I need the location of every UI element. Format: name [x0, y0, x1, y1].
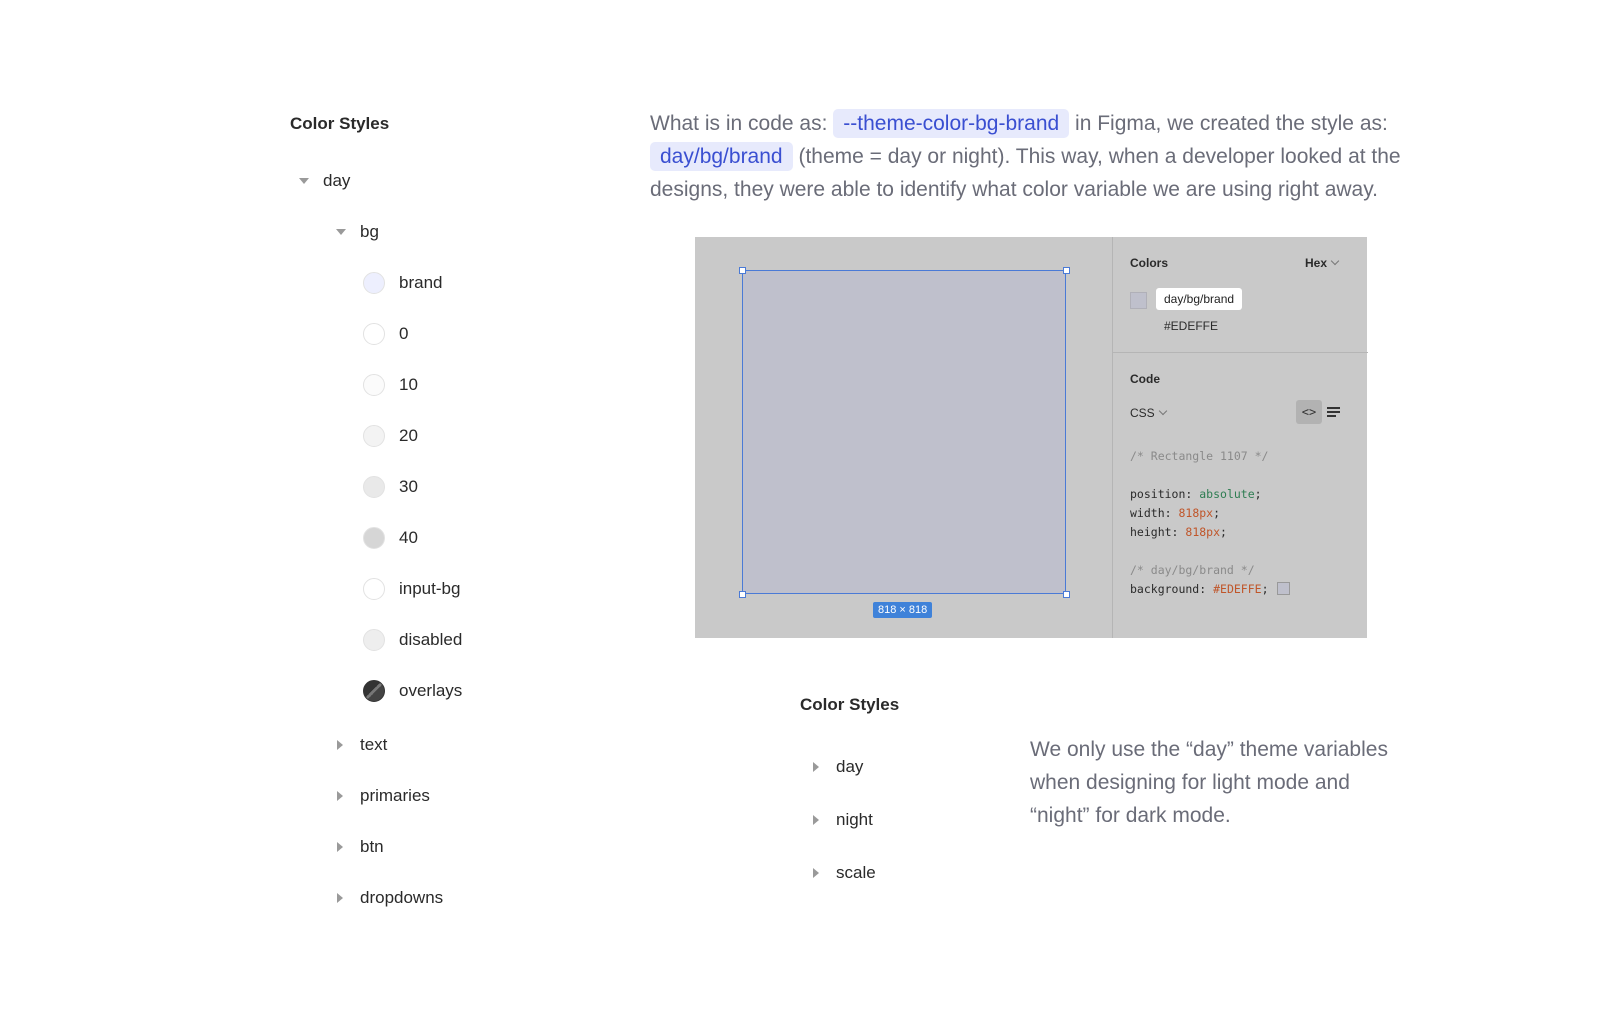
color-swatch — [363, 527, 385, 549]
caret-right-icon[interactable] — [334, 790, 346, 802]
tree-item-label: day — [323, 171, 351, 190]
color-swatch — [363, 374, 385, 396]
color-style-item-brand[interactable] — [363, 268, 442, 298]
color-style-item-30[interactable] — [363, 472, 418, 502]
style-name-chip: day/bg/brand — [650, 142, 793, 171]
color-style-label: overlays — [399, 681, 463, 700]
colors-section-label: Colors — [1130, 256, 1169, 270]
code-token-chip: --theme-color-bg-brand — [833, 109, 1069, 138]
code-section-label: Code — [1130, 372, 1160, 386]
tree-item-day[interactable] — [810, 752, 863, 782]
language-label: CSS — [1130, 406, 1155, 420]
tree-item-label: dropdowns — [360, 888, 444, 907]
caret-right-icon[interactable] — [810, 867, 822, 879]
caret-down-icon[interactable] — [334, 226, 346, 238]
code-value: #EDEFFE — [1213, 582, 1262, 596]
code-property: width: — [1130, 506, 1179, 520]
paragraph-text: What is in code as: — [650, 112, 828, 135]
code-line-height: height: 818px; — [1130, 525, 1227, 539]
color-style-label: brand — [399, 273, 443, 292]
caret-right-icon[interactable] — [334, 739, 346, 751]
tree-item-label: bg — [360, 222, 379, 241]
figma-inspect-screenshot — [695, 237, 1367, 638]
color-style-item-input-bg[interactable] — [363, 574, 460, 604]
color-style-item-20[interactable] — [363, 421, 418, 451]
divider — [1113, 352, 1368, 353]
hex-value[interactable]: #EDEFFE — [1164, 319, 1219, 333]
color-style-label: 40 — [399, 528, 418, 547]
code-property: position: — [1130, 487, 1200, 501]
code-value: absolute — [1199, 487, 1255, 501]
caret-right-icon[interactable] — [334, 892, 346, 904]
selected-rectangle[interactable] — [742, 270, 1066, 594]
code-property: height: — [1130, 525, 1186, 539]
color-style-item-0[interactable] — [363, 319, 408, 349]
color-style-item-overlays[interactable] — [363, 676, 462, 706]
language-dropdown[interactable] — [1130, 406, 1166, 420]
tree-item-night[interactable] — [810, 805, 873, 835]
code-line-background: background: #EDEFFE; — [1130, 582, 1290, 596]
tree-item-btn[interactable] — [334, 832, 384, 862]
tree-item-label: night — [836, 810, 873, 829]
paragraph-text: in Figma, we created the style as: — [1075, 112, 1388, 135]
color-swatch — [1130, 292, 1147, 309]
tree-item-text[interactable] — [334, 730, 387, 760]
code-value: 818px — [1178, 506, 1214, 520]
caret-down-icon[interactable] — [297, 175, 309, 187]
paragraph-text: (theme = day or night). This way, when a developer looked at the designs, they were able to identify what color variable we are using right away. — [650, 145, 1401, 201]
color-format-label: Hex — [1305, 256, 1328, 270]
chevron-down-icon — [1331, 257, 1339, 265]
resize-handle[interactable] — [739, 591, 746, 598]
tree-item-label: text — [360, 735, 388, 754]
inspect-panel — [1112, 237, 1367, 638]
code-comment: /* day/bg/brand */ — [1130, 563, 1255, 577]
color-style-label: 30 — [399, 477, 418, 496]
tree-item-label: scale — [836, 863, 876, 882]
style-name-chip[interactable]: day/bg/brand — [1156, 288, 1242, 310]
color-swatch — [363, 680, 385, 702]
color-swatch — [363, 323, 385, 345]
color-swatch — [363, 578, 385, 600]
code-line-width: width: 818px; — [1130, 506, 1221, 520]
tree-item-day[interactable] — [297, 166, 350, 196]
color-swatch — [363, 476, 385, 498]
color-style-label: 20 — [399, 426, 418, 445]
caret-right-icon[interactable] — [334, 841, 346, 853]
dimension-badge: 818 × 818 — [873, 602, 932, 618]
theme-note: We only use the “day” theme variables when designing for light mode and “night” for dark mode. — [1030, 738, 1388, 827]
tree-item-label: day — [836, 757, 864, 776]
list-view-icon[interactable] — [1327, 407, 1340, 417]
resize-handle[interactable] — [739, 267, 746, 274]
code-line-comment — [1130, 563, 1255, 577]
code-comment: /* Rectangle 1107 */ — [1130, 449, 1269, 463]
tree-item-bg[interactable] — [334, 217, 379, 247]
caret-right-icon[interactable] — [810, 761, 822, 773]
tree-item-label: btn — [360, 837, 384, 856]
color-styles-title: Color Styles — [800, 695, 900, 714]
color-style-item-40[interactable] — [363, 523, 418, 553]
canvas-area — [695, 237, 1112, 638]
tree-item-label: primaries — [360, 786, 430, 805]
resize-handle[interactable] — [1063, 591, 1070, 598]
tree-item-primaries[interactable] — [334, 781, 430, 811]
color-swatch — [1277, 582, 1290, 595]
color-swatch — [363, 629, 385, 651]
color-style-item-disabled[interactable] — [363, 625, 462, 655]
code-property: background: — [1130, 582, 1214, 596]
code-value: 818px — [1185, 525, 1221, 539]
intro-paragraph — [650, 107, 1450, 206]
color-style-label: input-bg — [399, 579, 461, 598]
color-style-label: 0 — [399, 324, 409, 343]
code-line-position: position: absolute; — [1130, 487, 1262, 501]
resize-handle[interactable] — [1063, 267, 1070, 274]
code-view-button[interactable]: <> — [1296, 400, 1322, 424]
color-swatch — [363, 272, 385, 294]
color-style-label: disabled — [399, 630, 463, 649]
color-styles-title: Color Styles — [290, 114, 390, 133]
color-style-label: 10 — [399, 375, 418, 394]
color-format-dropdown[interactable] — [1305, 256, 1338, 270]
tree-item-scale[interactable] — [810, 858, 876, 888]
tree-item-dropdowns[interactable] — [334, 883, 443, 913]
color-swatch — [363, 425, 385, 447]
code-line-comment — [1130, 449, 1268, 463]
caret-right-icon[interactable] — [810, 814, 822, 826]
chevron-down-icon — [1158, 407, 1166, 415]
color-style-item-10[interactable] — [363, 370, 418, 400]
